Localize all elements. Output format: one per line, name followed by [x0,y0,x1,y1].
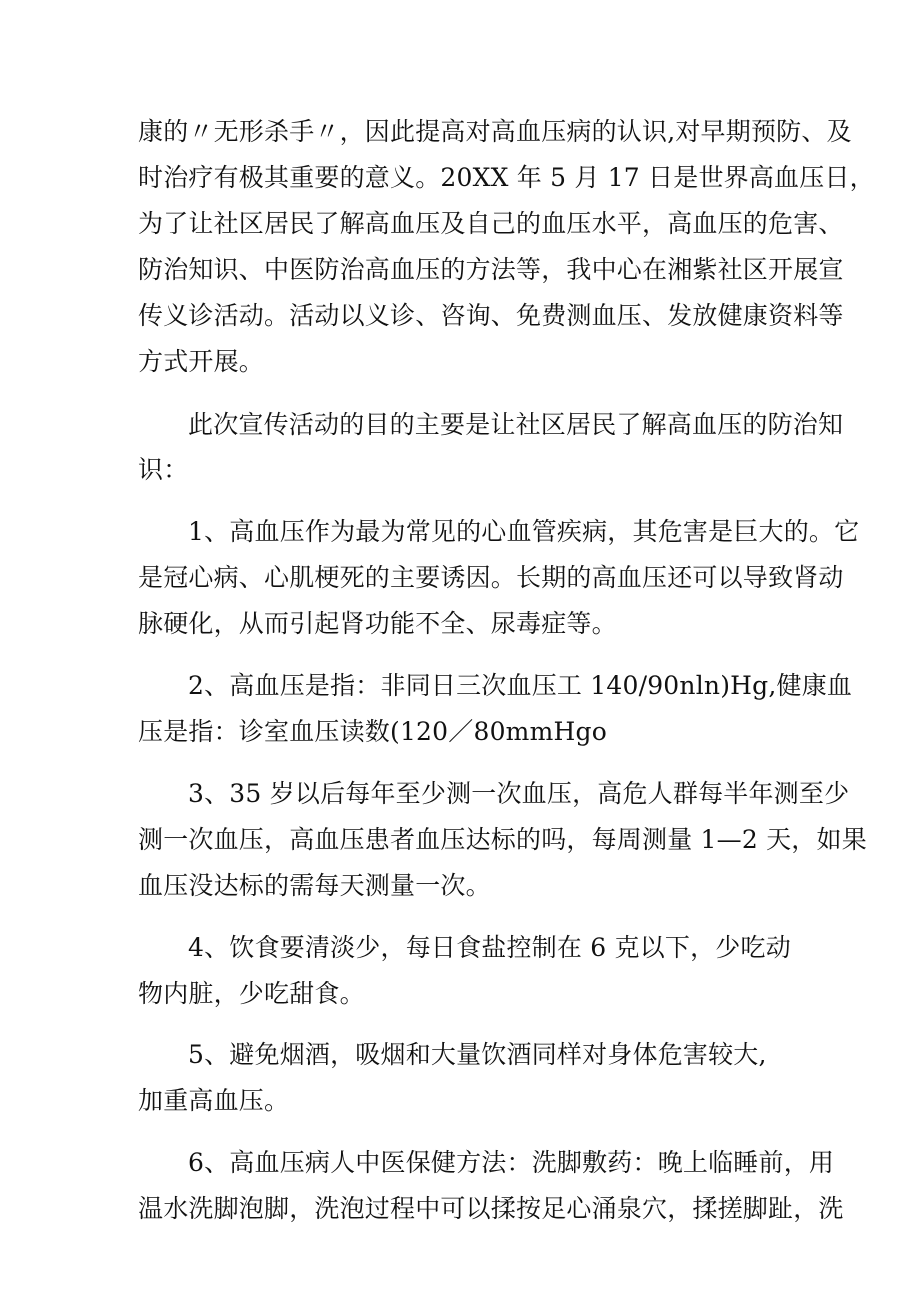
text-line: 测一次血压，高血压患者血压达标的吗，每周测量 1—2 天，如果 [138,825,867,854]
text-line: 加重高血压。 [138,1086,290,1115]
text-line: 物内脏，少吃甜食。 [138,979,365,1008]
text-line: 识： [138,455,189,484]
text-line: 脉硬化，从而引起肾功能不全、尿毒症等。 [138,609,617,638]
text-line: 为了让社区居民了解高血压及自己的血压水平，高血压的危害、 [138,209,844,238]
text-line: 传义诊活动。活动以义诊、咨询、免费测血压、发放健康资料等 [138,301,844,330]
text-line: 是冠心病、心肌梗死的主要诱因。长期的高血压还可以导致肾动 [138,563,844,592]
text-line: 3、35 岁以后每年至少测一次血压，高危人群每半年测至少 [188,779,850,808]
text-line: 5、避免烟酒，吸烟和大量饮酒同样对身体危害较大, [188,1040,767,1069]
text-line: 压是指：诊室血压读数(120／80mmHgo [138,717,607,746]
text-line: 4、饮食要清淡少，每日食盐控制在 6 克以下，少吃动 [188,933,791,962]
text-line: 6、高血压病人中医保健方法：洗脚敷药：晚上临睡前，用 [188,1148,835,1177]
text-line: 此次宣传活动的目的主要是让社区居民了解高血压的防治知 [188,410,844,439]
text-line: 血压没达标的需每天测量一次。 [138,871,491,900]
text-line: 1、高血压作为最为常见的心血管疾病，其危害是巨大的。它 [188,517,860,546]
text-line: 温水洗脚泡脚，洗泡过程中可以揉按足心涌泉穴，揉搓脚趾，洗 [138,1194,844,1223]
text-line: 康的〃无形杀手〃，因此提高对高血压病的认识,对早期预防、及 [138,117,852,146]
text-line: 防治知识、中医防治高血压的方法等，我中心在湘紫社区开展宣 [138,255,844,284]
text-line: 方式开展。 [138,347,265,376]
text-line: 2、高血压是指：非同日三次血压工 140/90nln)Hg,健康血 [188,671,853,700]
text-line: 时治疗有极其重要的意义。20XX 年 5 月 17 日是世界高血压日， [138,163,875,192]
